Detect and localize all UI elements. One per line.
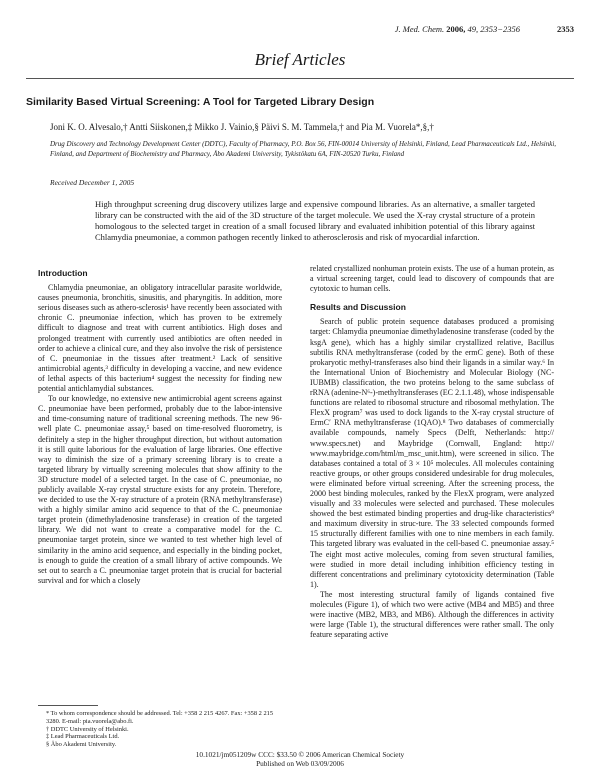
footnote-abo: § Åbo Akademi University.: [46, 741, 117, 749]
footnotes: [46, 710, 282, 749]
article-title: Similarity Based Virtual Screening: A Tool for Targeted Library Design: [26, 96, 375, 108]
results-heading: Results and Discussion: [310, 302, 406, 313]
intro-paragraph-1: Chlamydia pneumoniae, an obligatory intracellular parasite worldwide, causes pneumonia, bronchitis, sinusitis, and pharyngitis. In addition, more serious diseases such as athero-sclerosis¹ have recently been associated with chronic C. pneumoniae infection, which has proven to be extremely difficult to diagnose and treat with current antibiotics. High doses and prolonged treatment with currently used antibiotics are often needed in order to achieve a clinical cure, and they also involve the risk of persistence of C. pneumoniae in the tissues after treatment.² Lack of sensitive antimicrobial agents,³ difficulty in developing a vaccine, and new evidence of lethal aspects of this bacterium⁴ suggest the necessity for finding new potential antichlamydial substances.: [38, 283, 282, 394]
footnote-correspondence: * To whom correspondence should be addressed. Tel: +358 2 215 4267. Fax: +358 2 215 3280. E-mail: pia.vuorela@abo.fi.: [46, 710, 274, 725]
intro-continued: related crystallized nonhuman protein exists. The use of a human protein, as a virtual screening target, could lead to discovery of compounds that are cytotoxic to human cells.: [310, 264, 554, 294]
page-number: 2353: [557, 24, 574, 34]
footnote-ddtc: † DDTC University of Helsinki.: [46, 725, 129, 733]
right-column: [310, 264, 554, 640]
journal-reference: [360, 24, 520, 34]
doi-footer: [0, 750, 600, 768]
journal-year: 2006,: [446, 24, 466, 34]
left-column: [38, 268, 282, 586]
footnote-lead: ‡ Lead Pharmaceuticals Ltd.: [46, 733, 120, 741]
results-paragraph-1: Search of public protein sequence databases produced a promising target: Chlamydia pneumoniae dimethyladenosine transferase (coded by the ksgA gene), which has a highly similar crystallized relative, Bacillus subtilis RNA methyltransferase (coded by the ermC gene). Both of these prokaryotic methyl-transferases also bind their ligands in a similar way.⁶ In the International Union of Biochemistry and Molecular Biology (NC-IUBMB) classification, the two proteins belong to the same subclass of rRNA (adenine-N⁶-)-methyltransferases (EC 2.1.1.48), whose indispensable functions are related to ribosomal structure and ribosomal methylation. The FlexX program⁷ was used to dock ligands to the X-ray crystal structure of ErmC′ RNA methyltransferase (1QAO).⁸ Two databases of commercially available compounds, namely Specs (Delft, Netherlands: http:// www.specs.net) and Maybridge (Cornwall, England: http:// www.maybridge.com/html/m_msc_unit.htm), were screened in silico. The databases contained a total of 3 × 10⁵ molecules. All molecules containing reactive groups, or other groups considered undesirable for drug molecules, were eliminated before virtual screening. After the screening process, the 2000 best binding molecules, ranked by the FlexX program, were analyzed visually and 33 molecules were selected and purchased. These molecules showed the best estimated binding properties and drug-like characteristics⁹ and maximum diversity in struc-ture. The 33 selected compounds formed 15 structurally different families with one to nine members in each family. This targeted library was evaluated in the cell-based C. pneumoniae assay.⁵ The eight most active molecules, coming from seven structural families, were studied in more detail including inhibition efficiency testing in different concentrations and preliminary cytotoxicity determination (Table 1).: [310, 317, 554, 589]
published-date: Published on Web 03/09/2006: [256, 759, 344, 768]
results-paragraph-2: The most interesting structural family of ligands contained five molecules (Figure 1), of which two were active (MB4 and MB5) and three were inactive (MB2, MB3, and MB6). Although the differences in activity were large (Table 1), the structural differences were rather small. The only feature separating active: [310, 589, 554, 640]
affiliations: Drug Discovery and Technology Development Center (DDTC), Faculty of Pharmacy, P.O. Box 56, FIN-00014 University of Helsinki, Finland, Lead Pharmaceuticals Ltd., Helsinki, Finland, and Department of Biochemistry and Pharmacy, Åbo Akademi University, Tykistökatu 6A, FIN-20520 Turku, Finland: [50, 140, 557, 158]
header-rule: [26, 78, 574, 79]
introduction-heading: Introduction: [38, 268, 88, 278]
footnote-rule: [38, 705, 98, 706]
author-list: Joni K. O. Alvesalo,† Antti Siiskonen,‡ Mikko J. Vainio,§ Päivi S. M. Tammela,† and Pia M. Vuorela*,§,†: [50, 122, 434, 132]
doi-line: 10.1021/jm051209w CCC: $33.50 © 2006 American Chemical Society: [195, 750, 405, 759]
abstract: High throughput screening drug discovery utilizes large and expensive compound libraries. As an alternative, a smaller targeted library can be constructed with the aid of the 3D structure of the target molecule. We used the X-ray crystal structure of a protein homologous to the selected target in creation of a small focused library and evaluated inhibition potential of this library against Chlamydia pneumoniae, a common pathogen recently linked to atherosclerosis and risk of myocardial infarction.: [95, 199, 535, 242]
section-title: Brief Articles: [254, 50, 346, 69]
received-date: Received December 1, 2005: [50, 178, 135, 187]
journal-volume-pages: 49, 2353−2356: [467, 24, 520, 34]
journal-name: J. Med. Chem.: [394, 24, 445, 34]
intro-paragraph-2: To our knowledge, no extensive new antimicrobial agent screens against C. pneumoniae have been performed, probably due to the labor-intensive and time-consuming nature of traditional screening methods. The new 96-well plate C. pneumoniae assay,⁵ based on time-resolved fluorometry, is definitely a step in the higher throughput direction, but without automation it is still quite laborious for the evaluation of large libraries. One effective way to diminish the size of a primary screening library is to create a targeted library by virtually screening molecules that show affinity to the 3D structure model of a selected target. In the case of C. pneumoniae, no publicly available X-ray crystal structure exists for any protein. Therefore, we decided to use the X-ray structure of a protein (RNA methyltransferase) with a highly similar amino acid sequence to that of the C. pneumoniae target protein (dimethyladenosine transferase) in creation of the targeted library. We did not want to create a comparative model for the C. pneumoniae target protein, since we wanted to test whether high level of similarity in the amino acid sequence, and especially in the binding pocket, is enough to guide the creation of a small library of active compounds. We set out to search a C. pneumoniae target protein that is crucial for bacterial survival and for which a closely: [38, 394, 282, 585]
